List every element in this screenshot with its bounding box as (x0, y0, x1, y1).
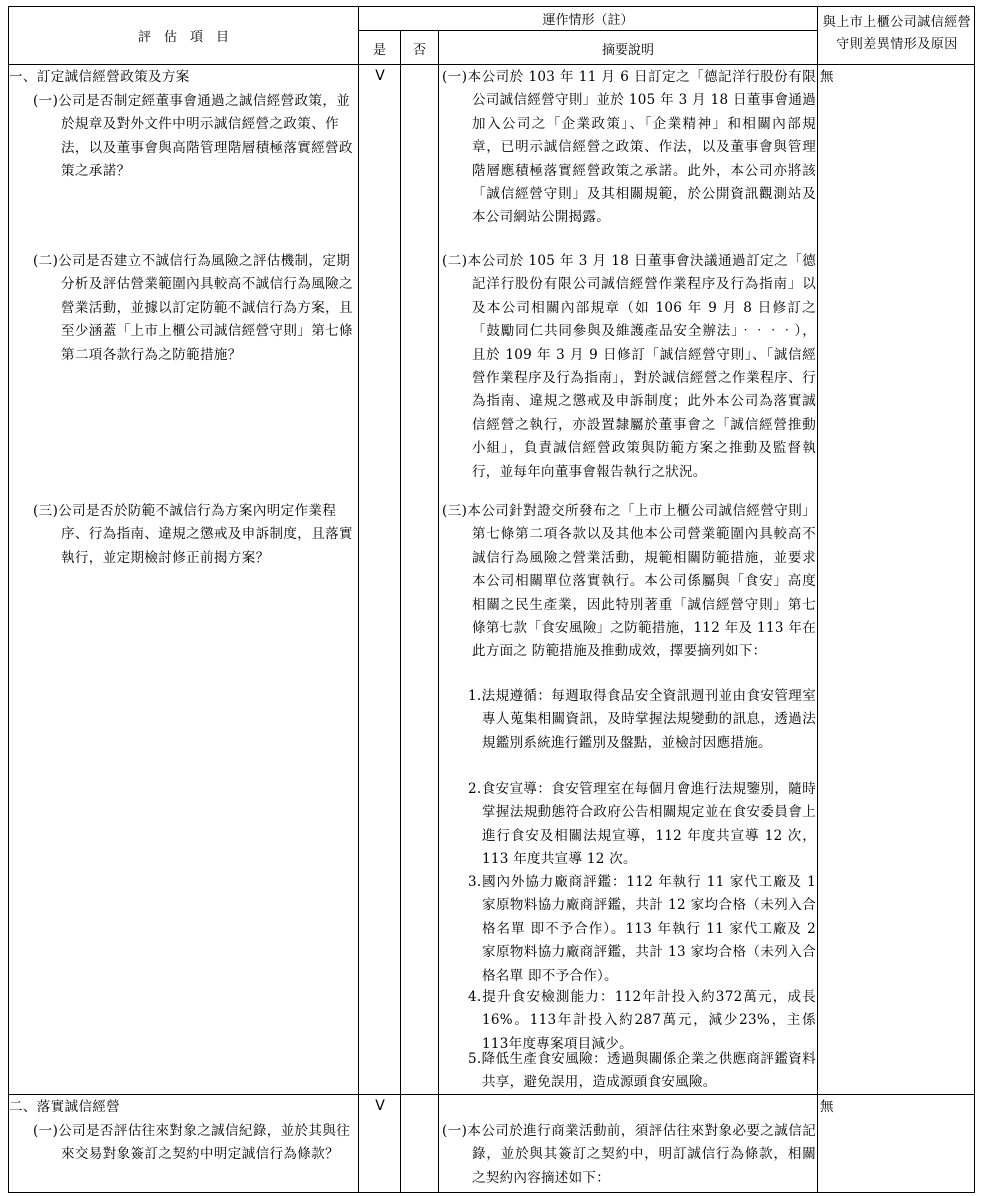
yes-mark: V (375, 68, 385, 84)
header-yes: 是 (372, 43, 386, 58)
header-item: 評 估 項 目 (137, 30, 229, 45)
measure-item: 2.食安宣導：食安管理室在每個月會進行法規鑒別，隨時掌握法規動態符合政府公告相關規定並在食安委員會上進行食安及相關法規宣導，112 年度共宣導 12 次，113 年度共宣導 12 次。 (468, 781, 816, 868)
section-title: 一、訂定誠信經營政策及方案 (9, 69, 190, 85)
section-title: 二、落實誠信經營 (9, 1099, 121, 1115)
diff-note: 無 (820, 1099, 834, 1115)
measure-item: 4.提升食安檢測能力：112年計投入約372萬元，成長16%。113年計投入約287萬元，減少23%，主係113年度專案項目減少。 (468, 989, 816, 1052)
summary-answer: (二)本公司於 105 年 3 月 18 日董事會決議通過訂定之「德記洋行股份有限公司誠信經營作業程序及行為指南」以及本公司相關內部規章（如 106 年 9 月 8 日修訂之「鼓勵同仁共同參與及維護產品安全辦法」‧‧‧‧），且於 109 年 3 月 9 日修訂「誠信經營守則」、「誠信經營作業程序及行為指南」，對於誠信經營之作業程序、行為指南、違規之懲戒及申訴制度；此外本公司為落實誠信經營之執行，亦設置隸屬於董事會之「誠信經營推動小組」，負責誠信經營政策與防範方案之推動及監督執行，並每年向董事會報告執行之狀況。 (442, 253, 816, 480)
header-summary: 摘要說明 (601, 43, 654, 58)
question-item: (三)公司是否於防範不誠信行為方案內明定作業程序、行為指南、違規之懲戒及申訴制度，且落實執行，並定期檢討修正前揭方案？ (33, 503, 353, 566)
measure-item: 5.降低生產食安風險：透過與關係企業之供應商評鑑資料共享，避免誤用，造成源頭食安風險。 (468, 1051, 816, 1091)
question-item: (一)公司是否評估往來對象之誠信紀錄，並於其與往來交易對象簽訂之契約中明定誠信行為條款？ (33, 1123, 351, 1163)
measure-item: 3.國內外協力廠商評鑑：112 年執行 11 家代工廠及 1 家原物料協力廠商評鑑，共計 12 家均合格（未列入合格名單 即不予合作）。113 年執行 11 家代工廠及 2 家原物料協力廠商評鑑，共計 13 家均合格（未列入合格名單 即不予合作）。 (468, 874, 816, 984)
diff-note: 無 (820, 69, 834, 85)
yes-mark: V (375, 1098, 385, 1114)
header-operation: 運作情形（註） (542, 13, 634, 28)
question-item: (一)公司是否制定經董事會通過之誠信經營政策，並於規章及對外文件中明示誠信經營之政策、作法，以及董事會與高階管理階層積極落實經營政策之承諾？ (33, 93, 353, 180)
summary-answer: (一)本公司於進行商業活動前，須評估往來對象必要之誠信記錄，並於與其簽訂之契約中，明訂誠信行為條款，相關之契約內容摘述如下： (442, 1123, 816, 1186)
header-no: 否 (412, 43, 426, 58)
header-diff: 與上市上櫃公司誠信經營守則差異情形及原因 (822, 15, 972, 52)
summary-answer: (三)本公司針對證交所發布之「上市上櫃公司誠信經營守則」第七條第二項各款以及其他本公司營業範圍內具較高不誠信行為風險之營業活動，規範相關防範措施，並要求本公司相關單位落實執行。本公司係屬與「食安」高度相關之民生產業，因此特別著重「誠信經營守則」第七條第七款「食安風險」之防範措施，112 年及 113 年在此方面之 防範措施及推動成效，擇要摘列如下： (442, 503, 816, 660)
measure-item: 1.法規遵循：每週取得食品安全資訊週刊並由食安管理室專人蒐集相關資訊，及時掌握法規變動的訊息，透過法規鑑別系統進行鑑別及盤點，並檢討因應措施。 (468, 688, 816, 751)
summary-answer: (一)本公司於 103 年 11 月 6 日訂定之「德記洋行股份有限公司誠信經營守則」並於 105 年 3 月 18 日董事會通過加入公司之「企業政策」、「企業精神」和相關內部規章，已明示誠信經營之政策、作法，以及董事會與管理階層應積極落實經營政策之承諾。此外，本公司亦將該「誠信經營守則」及其相關規範，於公開資訊觀測站及本公司網站公開揭露。 (442, 69, 816, 226)
question-item: (二)公司是否建立不誠信行為風險之評估機制，定期分析及評估營業範圍內具較高不誠信行為風險之營業活動，並據以訂定防範不誠信行為方案，且至少涵蓋「上市上櫃公司誠信經營守則」第七條第二項各款行為之防範措施？ (33, 253, 353, 363)
